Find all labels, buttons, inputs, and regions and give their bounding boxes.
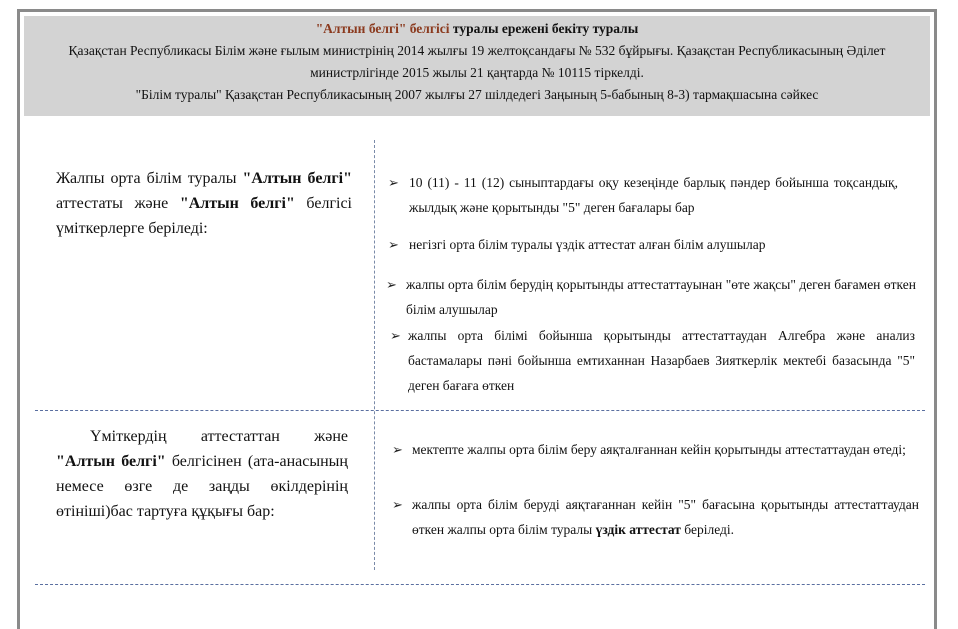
header-title xyxy=(24,18,930,40)
bottom-divider xyxy=(35,584,925,585)
arrow-bullet-icon: ➢ xyxy=(390,328,401,343)
header-order-line: Қазақстан Республикасы Білім және ғылым министрінің 2014 жылғы 19 желтоқсандағы № 532 бұйрығы. Қазақстан Республикасының Әділет министрлігінде 2015 жылы 21 қаңтарда № 10115 тіркелді. xyxy=(68,43,886,80)
list-item: ➢ жалпы орта білім беруді аяқтағаннан кейін "5" бағасына қорытынды аттестаттаудан өткен жалпы орта білім туралы үздік аттестат беріледі. xyxy=(392,492,919,542)
list-item: ➢ негізгі орта білім туралы үздік аттестат алған білім алушылар xyxy=(388,232,898,257)
section2-heading: Үміткердің аттестаттан және "Алтын белгі" белгісінен (ата-анасының немесе өзге де заңды өкілдерінің өтініші)бас тартуға құқығы бар: xyxy=(56,428,348,520)
arrow-bullet-icon: ➢ xyxy=(392,442,403,457)
header-title-quoted: "Алтын белгі" белгісі xyxy=(315,21,450,36)
header-law-line: "Білім туралы" Қазақстан Республикасының 2007 жылғы 27 шілдедегі Заңының 5-бабының 8-3) тармақшасына сәйкес xyxy=(135,87,819,102)
section-divider xyxy=(35,410,925,411)
list-item: ➢ жалпы орта білім берудің қорытынды аттестаттауынан "өте жақсы" деген бағамен өткен білім алушылар xyxy=(386,272,916,322)
document-header xyxy=(24,16,930,116)
document-frame xyxy=(17,9,937,629)
arrow-bullet-icon: ➢ xyxy=(392,497,403,512)
arrow-bullet-icon: ➢ xyxy=(386,277,397,292)
arrow-bullet-icon: ➢ xyxy=(388,175,399,190)
column-divider xyxy=(374,140,375,570)
section1-heading: Жалпы орта білім туралы "Алтын белгі" аттестаты және "Алтын белгі" белгісі үміткерлерге беріледі: xyxy=(56,170,352,237)
list-item: ➢ жалпы орта білімі бойынша қорытынды аттестаттаудан Алгебра және анализ бастамалары пәні бойынша емтиханнан Назарбаев Зияткерлік мектебі базасында "5" деген бағаға өткен xyxy=(390,323,915,398)
header-title-rest: туралы ережені бекіту туралы xyxy=(449,21,639,36)
arrow-bullet-icon: ➢ xyxy=(388,237,399,252)
list-item: ➢ 10 (11) - 11 (12) сыныптардағы оқу кезеңінде барлық пәндер бойынша тоқсандық, жылдық және қорытынды "5" деген бағалары бар xyxy=(388,170,898,220)
list-item: ➢ мектепте жалпы орта білім беру аяқталғаннан кейін қорытынды аттестаттаудан өтеді; xyxy=(392,437,912,462)
